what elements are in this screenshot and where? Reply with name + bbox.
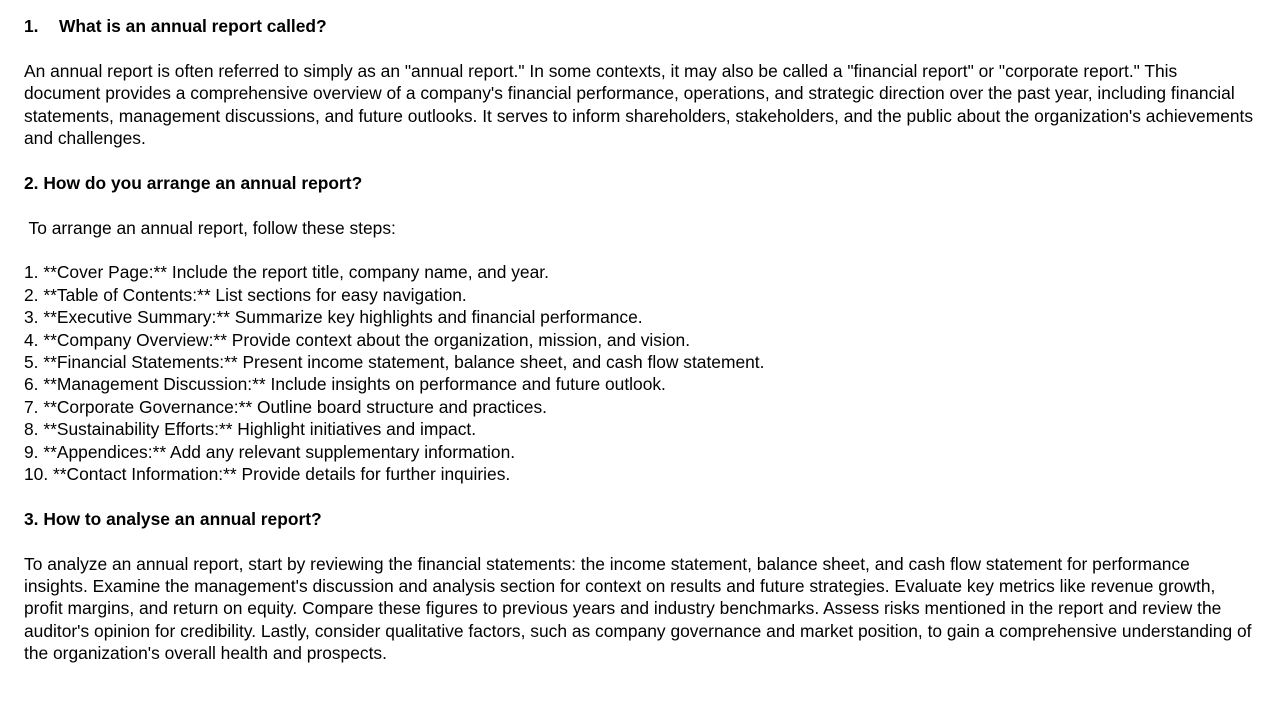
list-item: 9. **Appendices:** Add any relevant supplementary information. bbox=[24, 441, 516, 462]
question-1-heading bbox=[24, 15, 1256, 37]
spacer bbox=[24, 37, 1256, 59]
spacer bbox=[24, 149, 1256, 171]
question-1-number: 1. bbox=[24, 16, 39, 36]
list-item: 8. **Sustainability Efforts:** Highlight initiatives and impact. bbox=[24, 419, 477, 440]
spacer bbox=[24, 239, 1256, 261]
list-item: 1. **Cover Page:** Include the report title, company name, and year. bbox=[24, 262, 549, 283]
answer-1-paragraph: An annual report is often referred to simply as an "annual report." In some contexts, it may also be called a "financial report" or "corporate report." This document provides a comprehensive overview of a company's financial performance, operations, and strategic direction over the past year, including financial statements, management discussions, and future outlooks. It serves to inform shareholders, stakeholders, and the public about the organization's achievements and challenges. bbox=[24, 60, 1254, 149]
list-item: 3. **Executive Summary:** Summarize key highlights and financial performance. bbox=[24, 307, 643, 328]
list-item: 2. **Table of Contents:** List sections for easy navigation. bbox=[24, 284, 467, 305]
answer-3-paragraph: To analyze an annual report, start by reviewing the financial statements: the income statement, balance sheet, and cash flow statement for performance insights. Examine the management's discussion and analysis section for context on results and future strategies. Evaluate key metrics like revenue growth, profit margins, and return on equity. Compare these figures to previous years and industry benchmarks. Assess risks mentioned in the report and review the auditor's opinion for credibility. Lastly, consider qualitative factors, such as company governance and market position, to gain a comprehensive understanding of the organization's overall health and prospects. bbox=[24, 553, 1252, 664]
list-item: 4. **Company Overview:** Provide context about the organization, mission, and vision. bbox=[24, 329, 691, 350]
spacer bbox=[24, 485, 1256, 507]
question-2-heading: 2. How do you arrange an annual report? bbox=[24, 172, 363, 193]
spacer bbox=[24, 530, 1256, 552]
question-3-heading: 3. How to analyse an annual report? bbox=[24, 508, 322, 529]
question-1-title: What is an annual report called? bbox=[59, 16, 327, 36]
list-item: 5. **Financial Statements:** Present income statement, balance sheet, and cash flow statement. bbox=[24, 352, 765, 373]
answer-2-intro: To arrange an annual report, follow these steps: bbox=[24, 217, 396, 238]
list-item: 10. **Contact Information:** Provide details for further inquiries. bbox=[24, 464, 511, 485]
list-item: 7. **Corporate Governance:** Outline board structure and practices. bbox=[24, 396, 547, 417]
spacer bbox=[24, 194, 1256, 216]
list-item: 6. **Management Discussion:** Include insights on performance and future outlook. bbox=[24, 374, 666, 395]
steps-list bbox=[24, 261, 1256, 485]
